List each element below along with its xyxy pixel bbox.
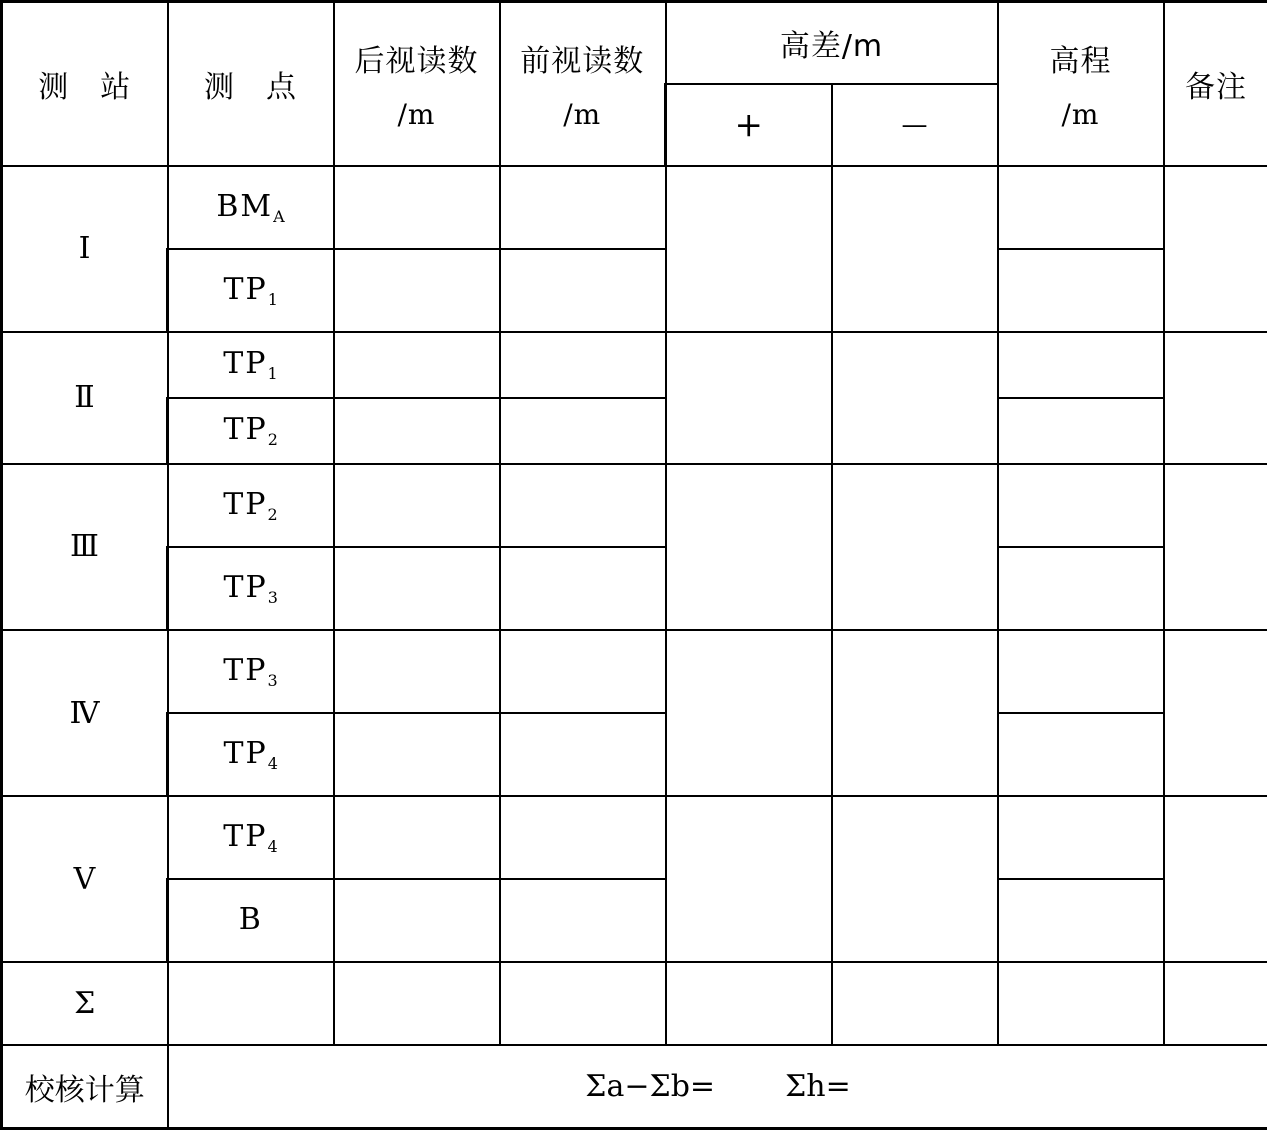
foresight-cell[interactable] (500, 879, 666, 962)
elevation-cell[interactable] (998, 464, 1164, 547)
height-diff-plus-cell[interactable] (666, 464, 832, 630)
formula-sum-h: Σh= (785, 1069, 851, 1105)
height-diff-minus-cell[interactable] (832, 332, 998, 464)
remarks-cell[interactable] (1164, 464, 1267, 630)
station-label: Ⅲ (2, 464, 168, 630)
header-height-diff: 高差/m (666, 2, 998, 84)
point-label: B (168, 879, 334, 962)
foresight-cell[interactable] (500, 166, 666, 249)
point-label: $TP_3$ (168, 547, 334, 630)
station-label: Ⅰ (2, 166, 168, 332)
point-label: $TP_1$ (168, 249, 334, 332)
height-diff-plus-cell[interactable] (666, 796, 832, 962)
point-label: $BM_A$ (168, 166, 334, 249)
remarks-cell[interactable] (1164, 796, 1267, 962)
foresight-cell[interactable] (500, 796, 666, 879)
backsight-cell[interactable] (334, 332, 500, 398)
elevation-cell[interactable] (998, 332, 1164, 398)
backsight-cell[interactable] (334, 713, 500, 796)
header-remarks: 备注 (1164, 2, 1267, 166)
elevation-cell[interactable] (998, 713, 1164, 796)
point-label: $TP_4$ (168, 713, 334, 796)
foresight-cell[interactable] (500, 464, 666, 547)
header-plus: + (666, 84, 832, 166)
elevation-cell[interactable] (998, 879, 1164, 962)
foresight-cell[interactable] (500, 713, 666, 796)
backsight-cell[interactable] (334, 166, 500, 249)
height-diff-minus-cell[interactable] (832, 464, 998, 630)
sum-elevation-cell[interactable] (998, 962, 1164, 1045)
sum-plus-cell[interactable] (666, 962, 832, 1045)
backsight-cell[interactable] (334, 796, 500, 879)
remarks-cell[interactable] (1164, 332, 1267, 464)
backsight-cell[interactable] (334, 630, 500, 713)
sum-label: Σ (2, 962, 168, 1045)
sum-point-cell[interactable] (168, 962, 334, 1045)
formula-sum-a-minus-sum-b: Σa−Σb= (585, 1069, 716, 1105)
point-label: $TP_1$ (168, 332, 334, 398)
station-label: Ⅴ (2, 796, 168, 962)
backsight-cell[interactable] (334, 879, 500, 962)
backsight-cell[interactable] (334, 249, 500, 332)
point-label: $TP_4$ (168, 796, 334, 879)
height-diff-minus-cell[interactable] (832, 166, 998, 332)
station-label: Ⅳ (2, 630, 168, 796)
header-station: 测 站 (2, 2, 168, 166)
height-diff-minus-cell[interactable] (832, 630, 998, 796)
header-foresight: 前视读数 /m (500, 2, 666, 166)
point-label: $TP_3$ (168, 630, 334, 713)
foresight-cell[interactable] (500, 630, 666, 713)
sum-backsight-cell[interactable] (334, 962, 500, 1045)
point-label: $TP_2$ (168, 464, 334, 547)
station-label: Ⅱ (2, 332, 168, 464)
elevation-cell[interactable] (998, 547, 1164, 630)
backsight-cell[interactable] (334, 547, 500, 630)
height-diff-plus-cell[interactable] (666, 630, 832, 796)
check-calc-label: 校核计算 (2, 1045, 168, 1128)
remarks-cell[interactable] (1164, 630, 1267, 796)
header-elevation: 高程 /m (998, 2, 1164, 166)
remarks-cell[interactable] (1164, 166, 1267, 332)
foresight-cell[interactable] (500, 249, 666, 332)
elevation-cell[interactable] (998, 796, 1164, 879)
sum-remarks-cell[interactable] (1164, 962, 1267, 1045)
height-diff-plus-cell[interactable] (666, 332, 832, 464)
elevation-cell[interactable] (998, 398, 1164, 464)
foresight-cell[interactable] (500, 398, 666, 464)
header-backsight: 后视读数 /m (334, 2, 500, 166)
backsight-cell[interactable] (334, 398, 500, 464)
sum-foresight-cell[interactable] (500, 962, 666, 1045)
height-diff-plus-cell[interactable] (666, 166, 832, 332)
check-calc-formula[interactable] (168, 1045, 1267, 1128)
header-point: 测 点 (168, 2, 334, 166)
header-minus: — (832, 84, 998, 166)
foresight-cell[interactable] (500, 547, 666, 630)
point-label: $TP_2$ (168, 398, 334, 464)
elevation-cell[interactable] (998, 630, 1164, 713)
elevation-cell[interactable] (998, 249, 1164, 332)
foresight-cell[interactable] (500, 332, 666, 398)
sum-minus-cell[interactable] (832, 962, 998, 1045)
backsight-cell[interactable] (334, 464, 500, 547)
height-diff-minus-cell[interactable] (832, 796, 998, 962)
elevation-cell[interactable] (998, 166, 1164, 249)
